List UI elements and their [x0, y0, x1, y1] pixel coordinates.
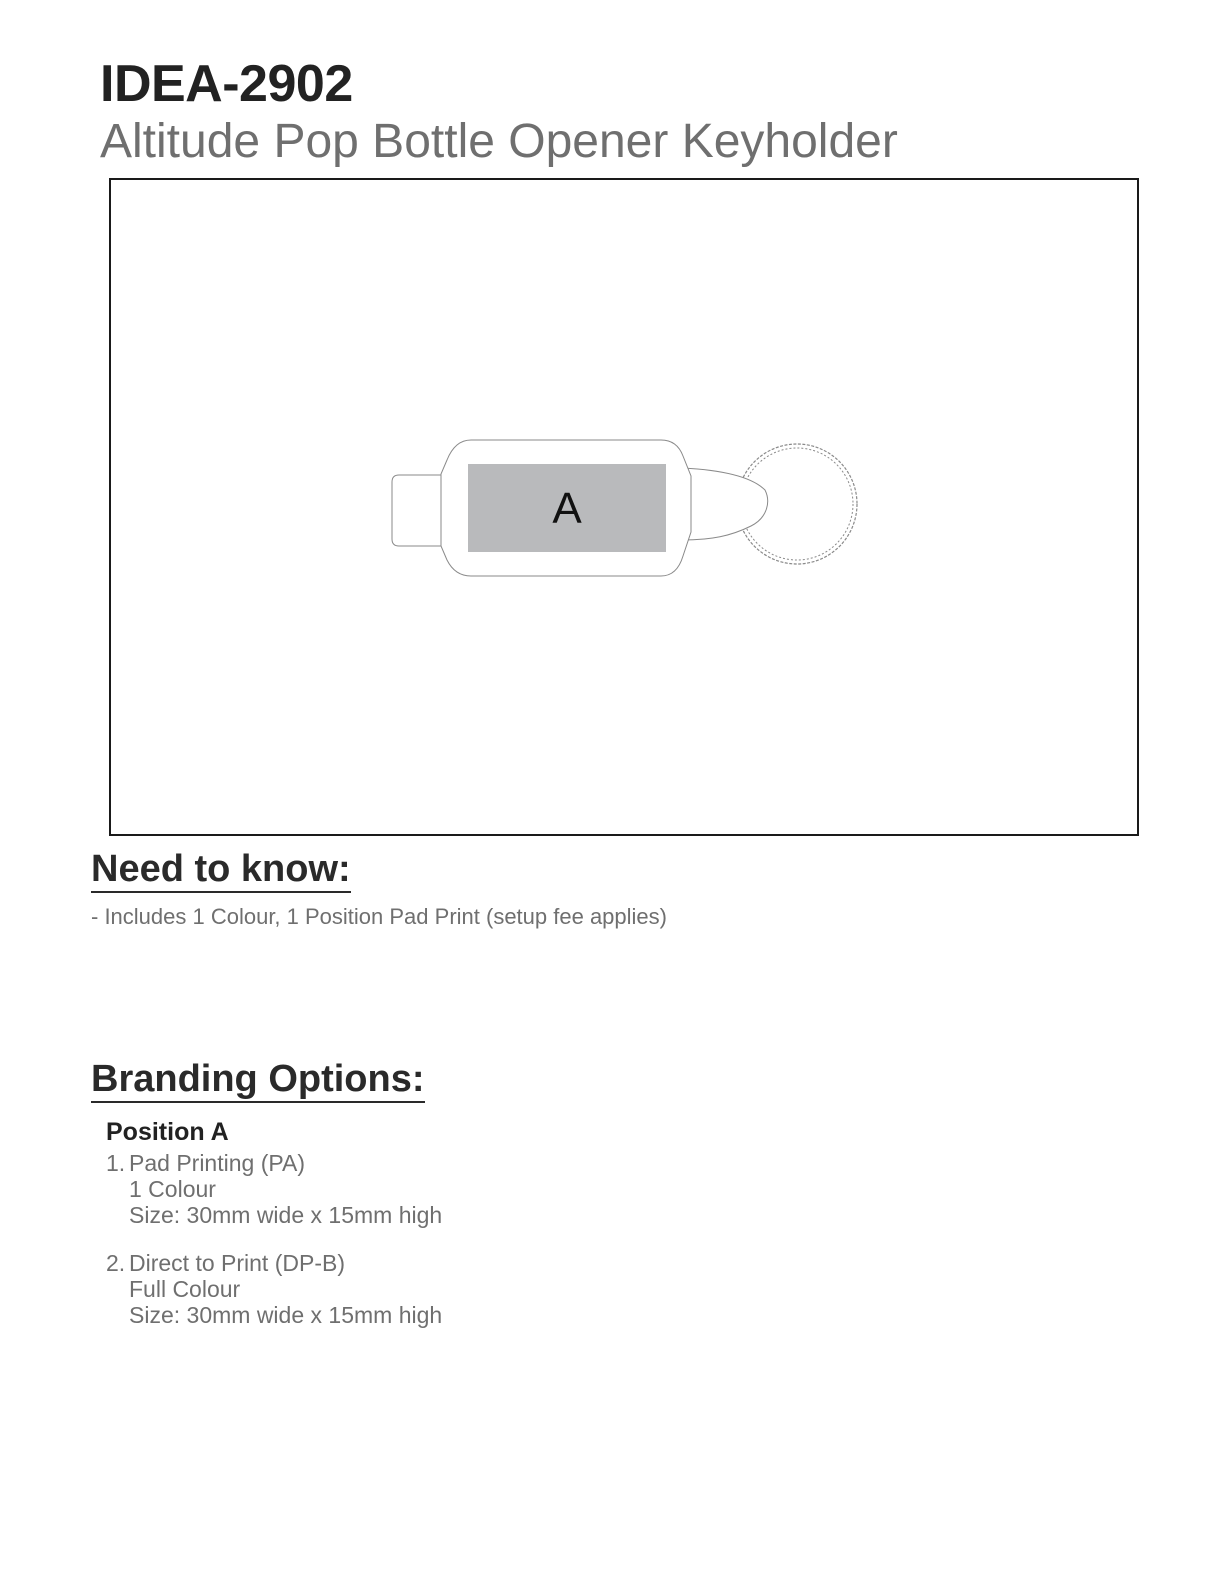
option-method: Pad Printing (PA) [129, 1150, 305, 1176]
product-diagram-frame [109, 178, 1139, 836]
need-to-know-heading: Need to know: [91, 850, 351, 893]
product-code: IDEA-2902 [100, 55, 353, 113]
connector-strap [683, 468, 768, 540]
option-colour: Full Colour [129, 1276, 241, 1302]
print-area-label: A [552, 484, 582, 533]
option-colour: 1 Colour [129, 1176, 216, 1202]
option-number: 1. [106, 1150, 126, 1176]
option-number: 2. [106, 1250, 126, 1276]
branding-option [106, 1250, 442, 1328]
product-name: Altitude Pop Bottle Opener Keyholder [100, 115, 898, 168]
position-a-title: Position A [106, 1118, 229, 1146]
branding-option [106, 1150, 442, 1228]
need-to-know-note: - Includes 1 Colour, 1 Position Pad Print (setup fee applies) [91, 904, 667, 929]
keyholder-drawing [111, 180, 1137, 834]
option-size: Size: 30mm wide x 15mm high [129, 1302, 443, 1328]
option-size: Size: 30mm wide x 15mm high [129, 1202, 443, 1228]
branding-options-heading: Branding Options: [91, 1060, 425, 1103]
option-method: Direct to Print (DP-B) [129, 1250, 345, 1276]
